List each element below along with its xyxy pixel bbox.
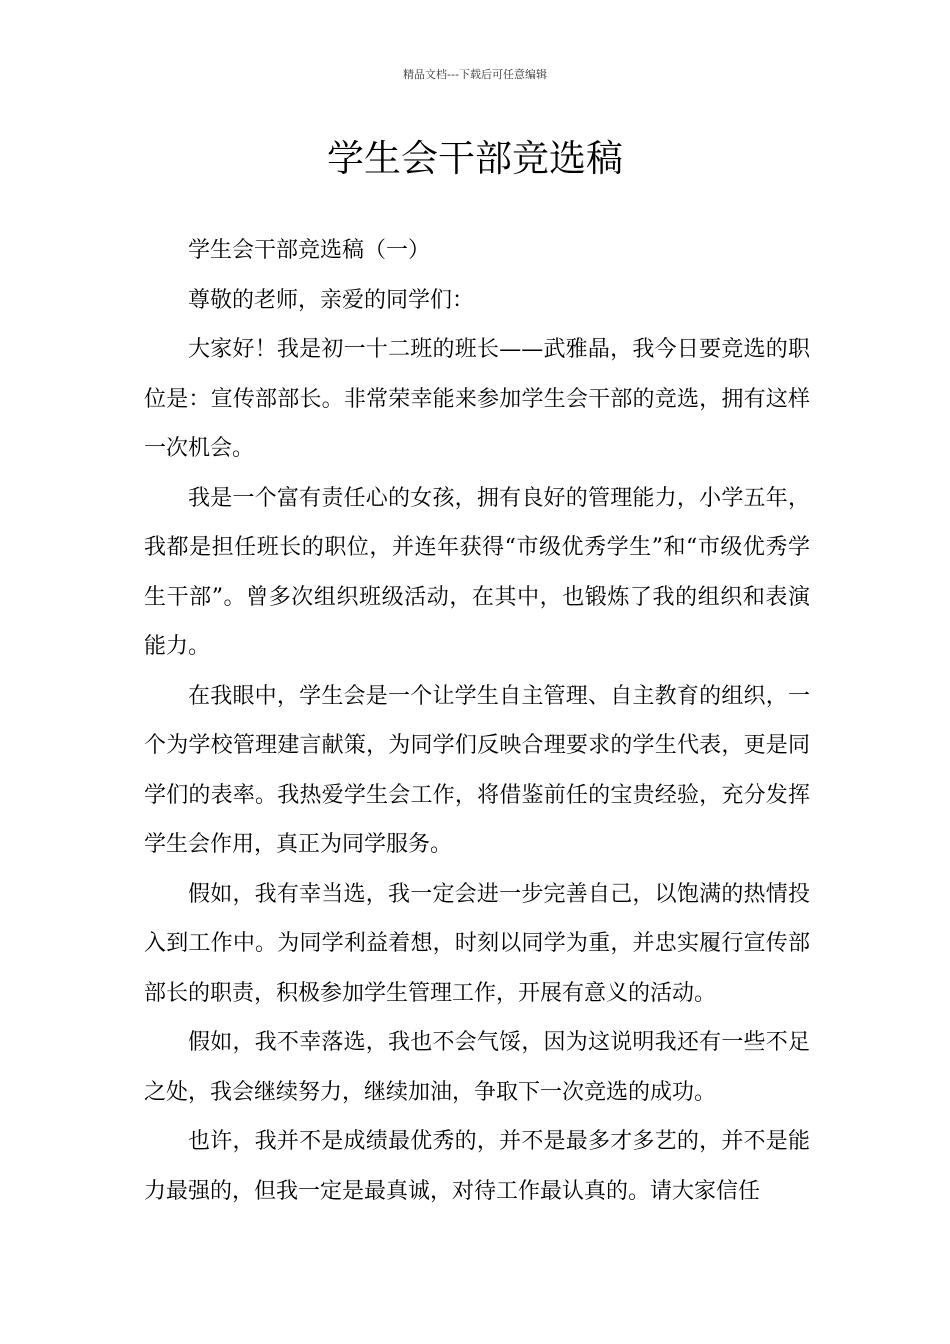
header-note: 精品文档---下载后可任意编辑	[403, 68, 547, 81]
paragraph: 假如，我有幸当选，我一定会进一步完善自己，以饱满的热情投入到工作中。为同学利益着想，时刻以同学为重，并忠实履行宣传部部长的职责，积极参加学生管理工作，开展有意义的活动。	[144, 881, 810, 1006]
paragraph-subtitle: 学生会干部竞选稿（一）	[188, 238, 431, 263]
paragraph: 大家好！我是初一十二班的班长——武雅晶，我今日要竞选的职位是：宣传部部长。非常荣幸能来参加学生会干部的竞选，拥有这样一次机会。	[144, 337, 810, 461]
paragraph-salutation: 尊敬的老师，亲爱的同学们：	[188, 287, 475, 313]
paragraph: 我是一个富有责任心的女孩，拥有良好的管理能力，小学五年，我都是担任班长的职位，并连年获得“市级优秀学生”和“市级优秀学生干部”。曾多次组织班级活动，在其中，也锻炼了我的组织和表演能力。	[144, 485, 810, 659]
document-body	[144, 226, 810, 1216]
paragraph: 在我眼中，学生会是一个让学生自主管理、自主教育的组织，一个为学校管理建言献策，为同学们反映合理要求的学生代表，更是同学们的表率。我热爱学生会工作，将借鉴前任的宝贵经验，充分发挥学生会作用，真正为同学服务。	[144, 683, 810, 857]
paragraph: 也许，我并不是成绩最优秀的，并不是最多才多艺的，并不是能力最强的，但我一定是最真诚，对待工作最认真的。请大家信任	[144, 1129, 810, 1204]
paragraph: 假如，我不幸落选，我也不会气馁，因为这说明我还有一些不足之处，我会继续努力，继续加油，争取下一次竞选的成功。	[144, 1030, 810, 1105]
document-title: 学生会干部竞选稿	[327, 137, 623, 180]
